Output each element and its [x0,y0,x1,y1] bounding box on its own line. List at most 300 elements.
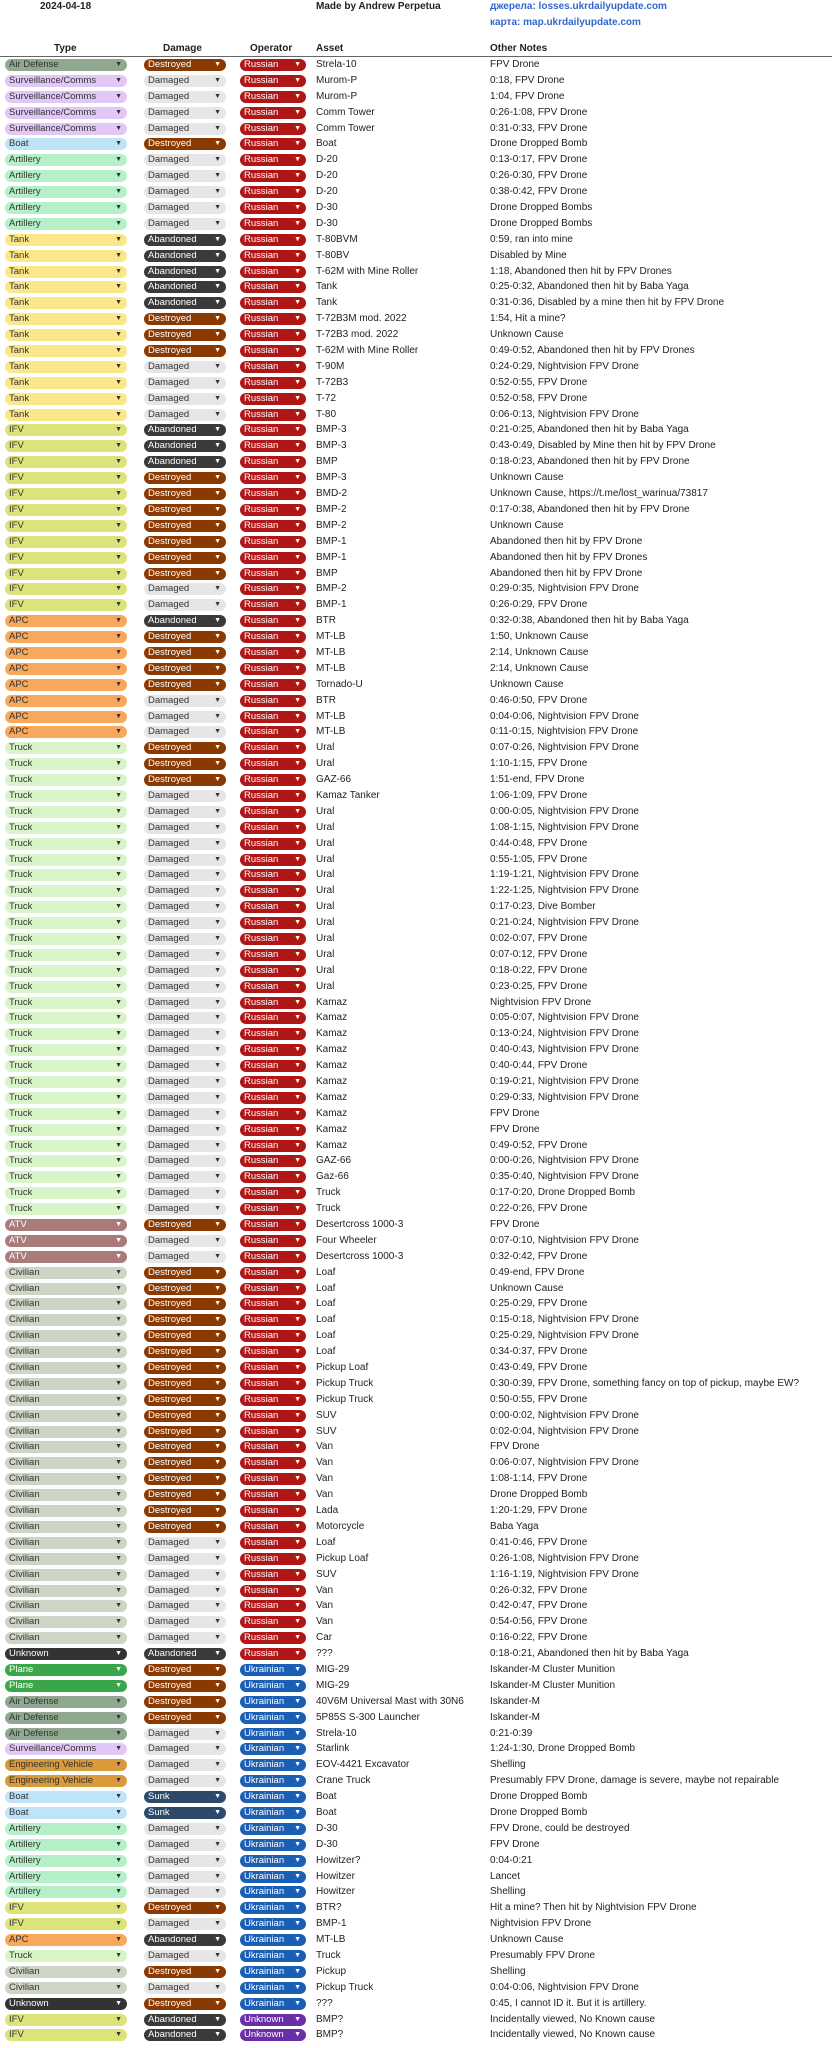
damage-select[interactable] [144,1283,226,1295]
operator-select[interactable] [240,234,306,246]
damage-select[interactable] [144,1044,226,1056]
damage-select[interactable] [144,695,226,707]
damage-select[interactable] [144,234,226,246]
operator-select[interactable] [240,1664,306,1676]
damage-select[interactable] [144,854,226,866]
damage-select[interactable] [144,1807,226,1819]
operator-select[interactable] [240,154,306,166]
operator-select[interactable] [240,1171,306,1183]
damage-select[interactable] [144,266,226,278]
damage-select[interactable] [144,997,226,1009]
damage-select[interactable] [144,1155,226,1167]
damage-select[interactable] [144,869,226,881]
operator-select[interactable] [240,1378,306,1390]
type-select[interactable] [5,1155,127,1167]
type-select[interactable] [5,1759,127,1771]
damage-select[interactable] [144,901,226,913]
damage-select[interactable] [144,774,226,786]
type-select[interactable] [5,1330,127,1342]
type-select[interactable] [5,138,127,150]
operator-select[interactable] [240,250,306,262]
type-select[interactable] [5,1743,127,1755]
damage-select[interactable] [144,1108,226,1120]
type-select[interactable] [5,758,127,770]
type-select[interactable] [5,2014,127,2026]
operator-select[interactable] [240,1394,306,1406]
operator-select[interactable] [240,520,306,532]
type-select[interactable] [5,313,127,325]
type-select[interactable] [5,1283,127,1295]
damage-select[interactable] [144,1728,226,1740]
damage-select[interactable] [144,297,226,309]
type-select[interactable] [5,1092,127,1104]
type-select[interactable] [5,1028,127,1040]
type-select[interactable] [5,1521,127,1533]
operator-select[interactable] [240,1092,306,1104]
operator-select[interactable] [240,297,306,309]
damage-select[interactable] [144,917,226,929]
damage-select[interactable] [144,1251,226,1263]
damage-select[interactable] [144,1394,226,1406]
damage-select[interactable] [144,1505,226,1517]
operator-select[interactable] [240,218,306,230]
operator-select[interactable] [240,202,306,214]
operator-select[interactable] [240,1553,306,1565]
damage-select[interactable] [144,1648,226,1660]
type-select[interactable] [5,1632,127,1644]
type-select[interactable] [5,838,127,850]
damage-select[interactable] [144,170,226,182]
type-select[interactable] [5,1140,127,1152]
damage-select[interactable] [144,1585,226,1597]
operator-select[interactable] [240,1410,306,1422]
damage-select[interactable] [144,2014,226,2026]
operator-select[interactable] [240,1600,306,1612]
operator-select[interactable] [240,1283,306,1295]
damage-select[interactable] [144,1616,226,1628]
damage-select[interactable] [144,1314,226,1326]
type-select[interactable] [5,1600,127,1612]
damage-select[interactable] [144,933,226,945]
type-select[interactable] [5,409,127,421]
operator-select[interactable] [240,1839,306,1851]
operator-select[interactable] [240,266,306,278]
operator-select[interactable] [240,917,306,929]
operator-select[interactable] [240,91,306,103]
type-select[interactable] [5,933,127,945]
damage-select[interactable] [144,1966,226,1978]
type-select[interactable] [5,1489,127,1501]
operator-select[interactable] [240,1473,306,1485]
operator-select[interactable] [240,774,306,786]
damage-select[interactable] [144,726,226,738]
operator-select[interactable] [240,1616,306,1628]
operator-select[interactable] [240,1982,306,1994]
operator-select[interactable] [240,1871,306,1883]
type-select[interactable] [5,1871,127,1883]
damage-select[interactable] [144,568,226,580]
damage-select[interactable] [144,1839,226,1851]
operator-select[interactable] [240,313,306,325]
operator-select[interactable] [240,361,306,373]
operator-select[interactable] [240,1855,306,1867]
type-select[interactable] [5,520,127,532]
operator-select[interactable] [240,1998,306,2010]
type-select[interactable] [5,1203,127,1215]
operator-select[interactable] [240,1966,306,1978]
damage-select[interactable] [144,790,226,802]
damage-select[interactable] [144,1457,226,1469]
type-select[interactable] [5,536,127,548]
damage-select[interactable] [144,1298,226,1310]
damage-select[interactable] [144,1871,226,1883]
type-select[interactable] [5,1728,127,1740]
type-select[interactable] [5,202,127,214]
operator-select[interactable] [240,885,306,897]
operator-select[interactable] [240,1028,306,1040]
damage-select[interactable] [144,615,226,627]
damage-select[interactable] [144,424,226,436]
damage-select[interactable] [144,1346,226,1358]
type-select[interactable] [5,1060,127,1072]
operator-select[interactable] [240,1743,306,1755]
type-select[interactable] [5,91,127,103]
type-select[interactable] [5,250,127,262]
damage-select[interactable] [144,313,226,325]
damage-select[interactable] [144,742,226,754]
damage-select[interactable] [144,345,226,357]
operator-select[interactable] [240,1569,306,1581]
type-select[interactable] [5,472,127,484]
damage-select[interactable] [144,1759,226,1771]
operator-select[interactable] [240,1886,306,1898]
damage-select[interactable] [144,552,226,564]
operator-select[interactable] [240,1712,306,1724]
type-select[interactable] [5,488,127,500]
damage-select[interactable] [144,472,226,484]
type-select[interactable] [5,154,127,166]
damage-select[interactable] [144,1140,226,1152]
operator-select[interactable] [240,1457,306,1469]
damage-select[interactable] [144,440,226,452]
damage-select[interactable] [144,1712,226,1724]
operator-select[interactable] [240,1696,306,1708]
operator-select[interactable] [240,1187,306,1199]
operator-select[interactable] [240,1728,306,1740]
damage-select[interactable] [144,107,226,119]
damage-select[interactable] [144,1378,226,1390]
operator-select[interactable] [240,679,306,691]
type-select[interactable] [5,2029,127,2041]
operator-select[interactable] [240,1807,306,1819]
type-select[interactable] [5,329,127,341]
operator-select[interactable] [240,424,306,436]
operator-select[interactable] [240,1362,306,1374]
damage-select[interactable] [144,838,226,850]
damage-select[interactable] [144,965,226,977]
operator-select[interactable] [240,1140,306,1152]
operator-select[interactable] [240,933,306,945]
operator-select[interactable] [240,1346,306,1358]
type-select[interactable] [5,1982,127,1994]
type-select[interactable] [5,997,127,1009]
operator-select[interactable] [240,1759,306,1771]
type-select[interactable] [5,1457,127,1469]
type-select[interactable] [5,949,127,961]
operator-select[interactable] [240,472,306,484]
type-select[interactable] [5,774,127,786]
type-select[interactable] [5,568,127,580]
operator-select[interactable] [240,583,306,595]
damage-select[interactable] [144,488,226,500]
operator-select[interactable] [240,949,306,961]
operator-select[interactable] [240,1076,306,1088]
operator-select[interactable] [240,663,306,675]
damage-select[interactable] [144,1012,226,1024]
operator-select[interactable] [240,742,306,754]
type-select[interactable] [5,742,127,754]
damage-select[interactable] [144,711,226,723]
operator-select[interactable] [240,1648,306,1660]
operator-select[interactable] [240,1823,306,1835]
type-select[interactable] [5,1791,127,1803]
type-select[interactable] [5,1267,127,1279]
type-select[interactable] [5,679,127,691]
operator-select[interactable] [240,726,306,738]
operator-select[interactable] [240,997,306,1009]
type-select[interactable] [5,1187,127,1199]
operator-select[interactable] [240,981,306,993]
operator-select[interactable] [240,1950,306,1962]
type-select[interactable] [5,1012,127,1024]
operator-select[interactable] [240,1267,306,1279]
type-select[interactable] [5,1712,127,1724]
source-link-losses[interactable]: джерела: losses.ukrdailyupdate.com [490,1,667,12]
damage-select[interactable] [144,1267,226,1279]
operator-select[interactable] [240,1902,306,1914]
type-select[interactable] [5,1346,127,1358]
type-select[interactable] [5,599,127,611]
type-select[interactable] [5,822,127,834]
type-select[interactable] [5,885,127,897]
operator-select[interactable] [240,1426,306,1438]
operator-select[interactable] [240,377,306,389]
damage-select[interactable] [144,1441,226,1453]
operator-select[interactable] [240,1537,306,1549]
type-select[interactable] [5,917,127,929]
operator-select[interactable] [240,1489,306,1501]
type-select[interactable] [5,1966,127,1978]
operator-select[interactable] [240,599,306,611]
type-select[interactable] [5,456,127,468]
operator-select[interactable] [240,806,306,818]
type-select[interactable] [5,1251,127,1263]
damage-select[interactable] [144,1632,226,1644]
damage-select[interactable] [144,1028,226,1040]
operator-select[interactable] [240,1632,306,1644]
operator-select[interactable] [240,1918,306,1930]
damage-select[interactable] [144,1521,226,1533]
damage-select[interactable] [144,647,226,659]
damage-select[interactable] [144,1918,226,1930]
damage-select[interactable] [144,377,226,389]
operator-select[interactable] [240,1298,306,1310]
type-select[interactable] [5,1918,127,1930]
operator-select[interactable] [240,1235,306,1247]
damage-select[interactable] [144,1203,226,1215]
type-select[interactable] [5,1108,127,1120]
type-select[interactable] [5,1664,127,1676]
damage-select[interactable] [144,885,226,897]
operator-select[interactable] [240,2014,306,2026]
operator-select[interactable] [240,1314,306,1326]
operator-select[interactable] [240,107,306,119]
type-select[interactable] [5,1362,127,1374]
damage-select[interactable] [144,1092,226,1104]
damage-select[interactable] [144,1886,226,1898]
type-select[interactable] [5,1886,127,1898]
operator-select[interactable] [240,2029,306,2041]
type-select[interactable] [5,711,127,723]
type-select[interactable] [5,552,127,564]
damage-select[interactable] [144,393,226,405]
operator-select[interactable] [240,711,306,723]
type-select[interactable] [5,1902,127,1914]
operator-select[interactable] [240,568,306,580]
damage-select[interactable] [144,1473,226,1485]
type-select[interactable] [5,234,127,246]
type-select[interactable] [5,615,127,627]
damage-select[interactable] [144,806,226,818]
type-select[interactable] [5,1839,127,1851]
operator-select[interactable] [240,758,306,770]
type-select[interactable] [5,186,127,198]
damage-select[interactable] [144,520,226,532]
type-select[interactable] [5,1171,127,1183]
operator-select[interactable] [240,1680,306,1692]
type-select[interactable] [5,1505,127,1517]
type-select[interactable] [5,266,127,278]
operator-select[interactable] [240,1791,306,1803]
type-select[interactable] [5,170,127,182]
operator-select[interactable] [240,123,306,135]
damage-select[interactable] [144,218,226,230]
type-select[interactable] [5,504,127,516]
operator-select[interactable] [240,1203,306,1215]
operator-select[interactable] [240,1441,306,1453]
type-select[interactable] [5,1441,127,1453]
operator-select[interactable] [240,186,306,198]
damage-select[interactable] [144,1823,226,1835]
damage-select[interactable] [144,679,226,691]
operator-select[interactable] [240,440,306,452]
operator-select[interactable] [240,822,306,834]
operator-select[interactable] [240,1108,306,1120]
damage-select[interactable] [144,123,226,135]
damage-select[interactable] [144,1537,226,1549]
type-select[interactable] [5,631,127,643]
damage-select[interactable] [144,1982,226,1994]
damage-select[interactable] [144,75,226,87]
operator-select[interactable] [240,1775,306,1787]
operator-select[interactable] [240,838,306,850]
type-select[interactable] [5,1410,127,1422]
type-select[interactable] [5,1044,127,1056]
type-select[interactable] [5,1680,127,1692]
operator-select[interactable] [240,1044,306,1056]
type-select[interactable] [5,75,127,87]
type-select[interactable] [5,1298,127,1310]
operator-select[interactable] [240,1585,306,1597]
type-select[interactable] [5,123,127,135]
operator-select[interactable] [240,901,306,913]
type-select[interactable] [5,981,127,993]
damage-select[interactable] [144,329,226,341]
type-select[interactable] [5,1553,127,1565]
type-select[interactable] [5,1585,127,1597]
type-select[interactable] [5,361,127,373]
type-select[interactable] [5,854,127,866]
operator-select[interactable] [240,790,306,802]
damage-select[interactable] [144,456,226,468]
type-select[interactable] [5,695,127,707]
type-select[interactable] [5,281,127,293]
type-select[interactable] [5,1648,127,1660]
type-select[interactable] [5,218,127,230]
type-select[interactable] [5,1807,127,1819]
operator-select[interactable] [240,138,306,150]
type-select[interactable] [5,1235,127,1247]
operator-select[interactable] [240,1012,306,1024]
type-select[interactable] [5,583,127,595]
damage-select[interactable] [144,1791,226,1803]
operator-select[interactable] [240,59,306,71]
damage-select[interactable] [144,1664,226,1676]
type-select[interactable] [5,345,127,357]
operator-select[interactable] [240,1505,306,1517]
type-select[interactable] [5,424,127,436]
damage-select[interactable] [144,1934,226,1946]
damage-select[interactable] [144,1362,226,1374]
operator-select[interactable] [240,1060,306,1072]
type-select[interactable] [5,1998,127,2010]
operator-select[interactable] [240,329,306,341]
type-select[interactable] [5,59,127,71]
operator-select[interactable] [240,615,306,627]
damage-select[interactable] [144,949,226,961]
type-select[interactable] [5,663,127,675]
damage-select[interactable] [144,1235,226,1247]
damage-select[interactable] [144,1902,226,1914]
damage-select[interactable] [144,1410,226,1422]
type-select[interactable] [5,1473,127,1485]
operator-select[interactable] [240,1219,306,1231]
damage-select[interactable] [144,1855,226,1867]
operator-select[interactable] [240,409,306,421]
operator-select[interactable] [240,1124,306,1136]
type-select[interactable] [5,1076,127,1088]
damage-select[interactable] [144,663,226,675]
damage-select[interactable] [144,536,226,548]
type-select[interactable] [5,806,127,818]
operator-select[interactable] [240,345,306,357]
type-select[interactable] [5,1426,127,1438]
damage-select[interactable] [144,1569,226,1581]
operator-select[interactable] [240,1330,306,1342]
damage-select[interactable] [144,138,226,150]
damage-select[interactable] [144,91,226,103]
operator-select[interactable] [240,1521,306,1533]
